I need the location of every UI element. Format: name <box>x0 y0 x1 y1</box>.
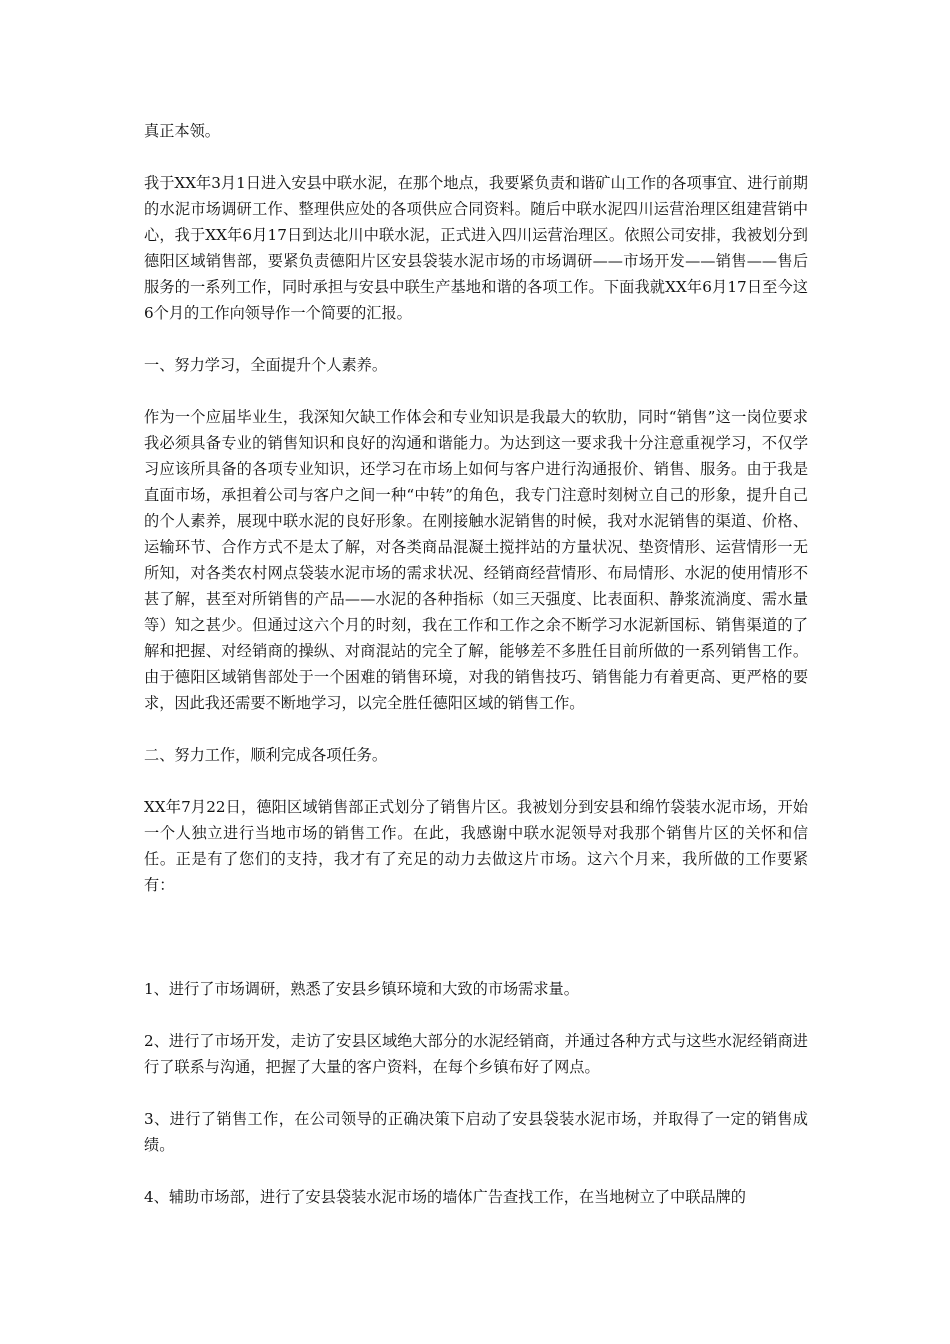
paragraph-work: XX年7月22日，德阳区域销售部正式划分了销售片区。我被划分到安县和绵竹袋装水泥市场，开始一个人独立进行当地市场的销售工作。在此，我感谢中联水泥领导对我那个销售片区的关怀和信任。正是有了您们的支持，我才有了充足的动力去做这片市场。这六个月来，我所做的工作要紧有： <box>144 798 808 894</box>
document-page <box>144 118 808 1236</box>
paragraph-background: 我于XX年3月1日进入安县中联水泥，在那个地点，我要紧负责和谐矿山工作的各项事宜、进行前期的水泥市场调研工作、整理供应处的各项供应合同资料。随后中联水泥四川运营治理区组建营销中心，我于XX年6月17日到达北川中联水泥，正式进入四川运营治理区。依照公司安排，我被划分到德阳区域销售部，要紧负责德阳片区安县袋装水泥市场的市场调研——市场开发——销售——售后服务的一系列工作，同时承担与安县中联生产基地和谐的各项工作。下面我就XX年6月17日至今这6个月的工作向领导作一个简要的汇报。 <box>144 174 808 322</box>
paragraph-study: 作为一个应届毕业生，我深知欠缺工作体会和专业知识是我最大的软肋，同时“销售”这一岗位要求我必须具备专业的销售知识和良好的沟通和谐能力。为达到这一要求我十分注意重视学习，不仅学习应该所具备的各项专业知识，还学习在市场上如何与客户进行沟通报价、销售、服务。由于我是直面市场，承担着公司与客户之间一种“中转”的角色，我专门注意时刻树立自己的形象，提升自己的个人素养，展现中联水泥的良好形象。在刚接触水泥销售的时候，我对水泥销售的渠道、价格、运输环节、合作方式不是太了解，对各类商品混凝土搅拌站的方量状况、垫资情形、运营情形一无所知，对各类农村网点袋装水泥市场的需求状况、经销商经营情形、布局情形、水泥的使用情形不甚了解，甚至对所销售的产品——水泥的各种指标（如三天强度、比表面积、静浆流淌度、需水量等）知之甚少。但通过这六个月的时刻，我在工作和工作之余不断学习水泥新国标、销售渠道的了解和把握、对经销商的操纵、对商混站的完全了解，能够差不多胜任目前所做的一系列销售工作。由于德阳区域销售部处于一个困难的销售环境，对我的销售技巧、销售能力有着更高、更严格的要求，因此我还需要不断地学习，以完全胜任德阳区域的销售工作。 <box>144 408 808 712</box>
list-item-1: 1、进行了市场调研，熟悉了安县乡镇环境和大致的市场需求量。 <box>144 980 579 998</box>
section-heading-work: 二、努力工作，顺利完成各项任务。 <box>144 746 387 764</box>
paragraph-intro-tail: 真正本领。 <box>144 122 220 140</box>
list-item-3: 3、进行了销售工作，在公司领导的正确决策下启动了安县袋装水泥市场，并取得了一定的销售成绩。 <box>144 1110 808 1154</box>
list-item-2: 2、进行了市场开发，走访了安县区域绝大部分的水泥经销商，并通过各种方式与这些水泥经销商进行了联系与沟通，把握了大量的客户资料，在每个乡镇布好了网点。 <box>144 1032 808 1076</box>
list-item-4: 4、辅助市场部，进行了安县袋装水泥市场的墙体广告查找工作，在当地树立了中联品牌的 <box>144 1188 746 1206</box>
section-heading-study: 一、努力学习，全面提升个人素养。 <box>144 356 387 374</box>
